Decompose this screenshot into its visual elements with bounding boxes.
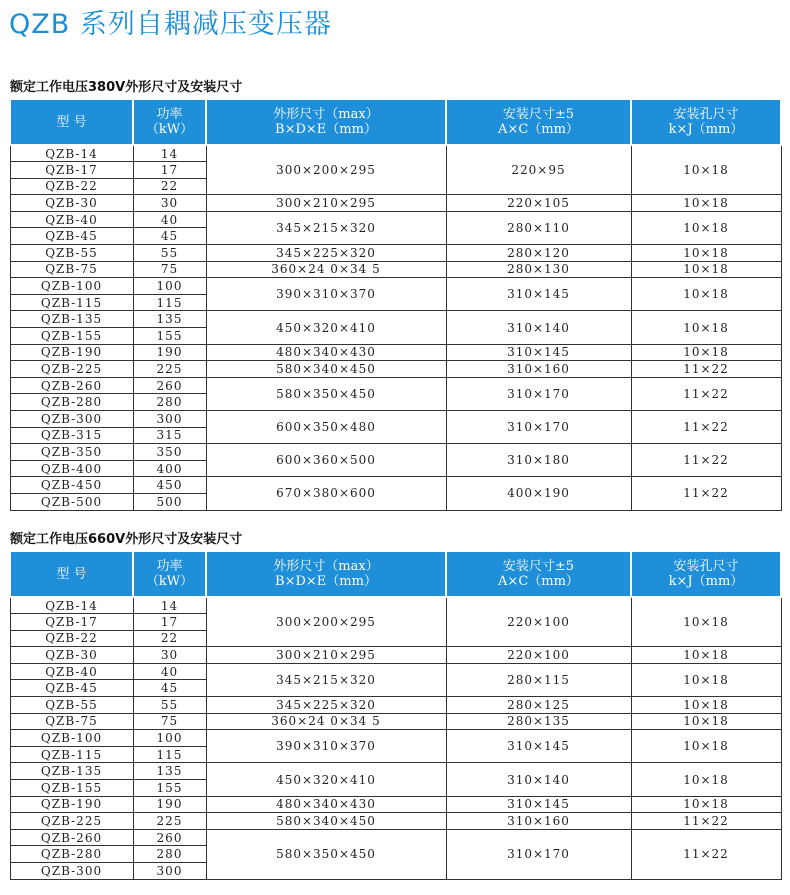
header-power bbox=[133, 551, 206, 597]
model-cell: QZB-190 bbox=[10, 344, 133, 361]
hole-cell: 10×18 bbox=[631, 763, 781, 796]
header-dimensions bbox=[206, 99, 446, 145]
hole-cell: 10×18 bbox=[631, 245, 781, 262]
dimensions-cell: 670×380×600 bbox=[206, 477, 446, 510]
model-cell: QZB-135 bbox=[10, 763, 133, 780]
header-model bbox=[10, 551, 133, 597]
dimensions-cell: 580×350×450 bbox=[206, 829, 446, 879]
dimensions-cell: 480×340×430 bbox=[206, 796, 446, 813]
hole-cell: 10×18 bbox=[631, 145, 781, 195]
header-hole bbox=[631, 551, 781, 597]
mounting-cell: 310×170 bbox=[446, 829, 631, 879]
power-cell: 260 bbox=[133, 377, 206, 394]
power-cell: 225 bbox=[133, 361, 206, 378]
table-row bbox=[10, 261, 781, 278]
hole-cell: 11×22 bbox=[631, 361, 781, 378]
model-cell: QZB-400 bbox=[10, 460, 133, 477]
power-cell: 22 bbox=[133, 178, 206, 195]
dimensions-cell: 360×24 0×34 5 bbox=[206, 261, 446, 278]
model-cell: QZB-17 bbox=[10, 162, 133, 179]
model-cell: QZB-135 bbox=[10, 311, 133, 328]
power-cell: 30 bbox=[133, 195, 206, 212]
header-hole-unit: k×J（mm） bbox=[668, 122, 744, 137]
model-cell: QZB-115 bbox=[10, 294, 133, 311]
power-cell: 14 bbox=[133, 145, 206, 162]
power-cell: 115 bbox=[133, 746, 206, 763]
table-row bbox=[10, 647, 781, 664]
power-cell: 350 bbox=[133, 444, 206, 461]
mounting-cell: 310×160 bbox=[446, 813, 631, 830]
model-cell: QZB-22 bbox=[10, 630, 133, 647]
header-power-label: 功率 bbox=[156, 107, 183, 122]
dimensions-cell: 300×210×295 bbox=[206, 647, 446, 664]
mounting-cell: 310×145 bbox=[446, 730, 631, 763]
model-cell: QZB-300 bbox=[10, 411, 133, 428]
header-power-unit: （kW） bbox=[145, 574, 194, 589]
table-660v-title: 额定工作电压660V外形尺寸及安装尺寸 bbox=[10, 532, 243, 547]
dimensions-cell: 300×210×295 bbox=[206, 195, 446, 212]
hole-cell: 10×18 bbox=[631, 278, 781, 311]
power-cell: 225 bbox=[133, 813, 206, 830]
hole-cell: 11×22 bbox=[631, 444, 781, 477]
table-row bbox=[10, 145, 781, 162]
header-dimensions-unit: B×D×E（mm） bbox=[275, 574, 377, 589]
header-power-unit: （kW） bbox=[145, 122, 194, 137]
table-380v-body bbox=[10, 145, 781, 510]
mounting-cell: 280×115 bbox=[446, 663, 631, 696]
model-cell: QZB-30 bbox=[10, 647, 133, 664]
power-cell: 190 bbox=[133, 796, 206, 813]
header-hole-label: 安装孔尺寸 bbox=[673, 559, 739, 574]
table-row bbox=[10, 245, 781, 262]
power-cell: 400 bbox=[133, 460, 206, 477]
hole-cell: 10×18 bbox=[631, 344, 781, 361]
model-cell: QZB-115 bbox=[10, 746, 133, 763]
model-cell: QZB-22 bbox=[10, 178, 133, 195]
model-cell: QZB-500 bbox=[10, 493, 133, 510]
dimensions-cell: 345×225×320 bbox=[206, 697, 446, 714]
model-cell: QZB-75 bbox=[10, 261, 133, 278]
header-mounting-unit: A×C（mm） bbox=[498, 122, 579, 137]
table-row bbox=[10, 713, 781, 730]
table-row bbox=[10, 477, 781, 494]
dimensions-cell: 580×340×450 bbox=[206, 361, 446, 378]
table-row bbox=[10, 796, 781, 813]
power-cell: 22 bbox=[133, 630, 206, 647]
header-hole-label: 安装孔尺寸 bbox=[673, 107, 739, 122]
header-mounting bbox=[446, 99, 631, 145]
power-cell: 300 bbox=[133, 411, 206, 428]
header-model-label: 型 号 bbox=[56, 566, 87, 582]
dimensions-cell: 345×215×320 bbox=[206, 211, 446, 244]
table-header-row bbox=[10, 551, 781, 597]
dimensions-cell: 600×350×480 bbox=[206, 411, 446, 444]
model-cell: QZB-40 bbox=[10, 211, 133, 228]
hole-cell: 11×22 bbox=[631, 829, 781, 879]
power-cell: 100 bbox=[133, 278, 206, 295]
table-row bbox=[10, 813, 781, 830]
mounting-cell: 310×140 bbox=[446, 763, 631, 796]
power-cell: 17 bbox=[133, 614, 206, 631]
mounting-cell: 310×145 bbox=[446, 344, 631, 361]
table-row bbox=[10, 697, 781, 714]
model-cell: QZB-100 bbox=[10, 730, 133, 747]
power-cell: 280 bbox=[133, 394, 206, 411]
header-mounting-label: 安装尺寸±5 bbox=[502, 107, 575, 122]
hole-cell: 10×18 bbox=[631, 663, 781, 696]
model-cell: QZB-280 bbox=[10, 394, 133, 411]
header-dimensions bbox=[206, 551, 446, 597]
power-cell: 75 bbox=[133, 261, 206, 278]
spec-table-380v bbox=[9, 98, 782, 511]
power-cell: 55 bbox=[133, 245, 206, 262]
power-cell: 40 bbox=[133, 663, 206, 680]
dimensions-cell: 345×225×320 bbox=[206, 245, 446, 262]
dimensions-cell: 390×310×370 bbox=[206, 278, 446, 311]
dimensions-cell: 600×360×500 bbox=[206, 444, 446, 477]
mounting-cell: 220×95 bbox=[446, 145, 631, 195]
hole-cell: 10×18 bbox=[631, 597, 781, 647]
model-cell: QZB-55 bbox=[10, 697, 133, 714]
table-row bbox=[10, 311, 781, 328]
power-cell: 55 bbox=[133, 697, 206, 714]
dimensions-cell: 580×350×450 bbox=[206, 377, 446, 410]
dimensions-cell: 360×24 0×34 5 bbox=[206, 713, 446, 730]
header-mounting-unit: A×C（mm） bbox=[498, 574, 579, 589]
dimensions-cell: 480×340×430 bbox=[206, 344, 446, 361]
hole-cell: 10×18 bbox=[631, 647, 781, 664]
power-cell: 135 bbox=[133, 763, 206, 780]
model-cell: QZB-40 bbox=[10, 663, 133, 680]
hole-cell: 10×18 bbox=[631, 697, 781, 714]
header-model-label: 型 号 bbox=[56, 114, 87, 130]
power-cell: 315 bbox=[133, 427, 206, 444]
hole-cell: 11×22 bbox=[631, 411, 781, 444]
dimensions-cell: 390×310×370 bbox=[206, 730, 446, 763]
table-row bbox=[10, 195, 781, 212]
spec-table-660v bbox=[9, 550, 782, 880]
mounting-cell: 310×170 bbox=[446, 411, 631, 444]
mounting-cell: 310×140 bbox=[446, 311, 631, 344]
dimensions-cell: 300×200×295 bbox=[206, 597, 446, 647]
header-model bbox=[10, 99, 133, 145]
page-title: QZB 系列自耦减压变压器 bbox=[9, 9, 332, 40]
hole-cell: 11×22 bbox=[631, 813, 781, 830]
power-cell: 155 bbox=[133, 328, 206, 345]
power-cell: 260 bbox=[133, 829, 206, 846]
dimensions-cell: 300×200×295 bbox=[206, 145, 446, 195]
table-row bbox=[10, 377, 781, 394]
model-cell: QZB-280 bbox=[10, 846, 133, 863]
header-mounting-label: 安装尺寸±5 bbox=[502, 559, 575, 574]
table-row bbox=[10, 344, 781, 361]
hole-cell: 10×18 bbox=[631, 195, 781, 212]
table-row bbox=[10, 278, 781, 295]
dimensions-cell: 345×215×320 bbox=[206, 663, 446, 696]
model-cell: QZB-350 bbox=[10, 444, 133, 461]
mounting-cell: 280×125 bbox=[446, 697, 631, 714]
model-cell: QZB-260 bbox=[10, 829, 133, 846]
table-row bbox=[10, 829, 781, 846]
model-cell: QZB-315 bbox=[10, 427, 133, 444]
power-cell: 190 bbox=[133, 344, 206, 361]
hole-cell: 11×22 bbox=[631, 377, 781, 410]
header-dimensions-unit: B×D×E（mm） bbox=[275, 122, 377, 137]
mounting-cell: 280×110 bbox=[446, 211, 631, 244]
model-cell: QZB-300 bbox=[10, 863, 133, 880]
table-row bbox=[10, 211, 781, 228]
mounting-cell: 310×160 bbox=[446, 361, 631, 378]
header-hole-unit: k×J（mm） bbox=[668, 574, 744, 589]
power-cell: 100 bbox=[133, 730, 206, 747]
model-cell: QZB-155 bbox=[10, 780, 133, 797]
hole-cell: 10×18 bbox=[631, 261, 781, 278]
mounting-cell: 280×135 bbox=[446, 713, 631, 730]
mounting-cell: 280×120 bbox=[446, 245, 631, 262]
power-cell: 75 bbox=[133, 713, 206, 730]
table-row bbox=[10, 444, 781, 461]
dimensions-cell: 450×320×410 bbox=[206, 763, 446, 796]
power-cell: 155 bbox=[133, 780, 206, 797]
mounting-cell: 310×145 bbox=[446, 278, 631, 311]
header-mounting bbox=[446, 551, 631, 597]
header-dimensions-label: 外形尺寸（max） bbox=[273, 107, 379, 122]
header-dimensions-label: 外形尺寸（max） bbox=[273, 559, 379, 574]
mounting-cell: 220×100 bbox=[446, 647, 631, 664]
power-cell: 450 bbox=[133, 477, 206, 494]
model-cell: QZB-260 bbox=[10, 377, 133, 394]
mounting-cell: 310×170 bbox=[446, 377, 631, 410]
header-power bbox=[133, 99, 206, 145]
power-cell: 300 bbox=[133, 863, 206, 880]
power-cell: 40 bbox=[133, 211, 206, 228]
model-cell: QZB-100 bbox=[10, 278, 133, 295]
model-cell: QZB-30 bbox=[10, 195, 133, 212]
hole-cell: 10×18 bbox=[631, 713, 781, 730]
hole-cell: 10×18 bbox=[631, 796, 781, 813]
table-row bbox=[10, 597, 781, 614]
hole-cell: 10×18 bbox=[631, 311, 781, 344]
model-cell: QZB-14 bbox=[10, 597, 133, 614]
table-660v-body bbox=[10, 597, 781, 879]
dimensions-cell: 450×320×410 bbox=[206, 311, 446, 344]
power-cell: 45 bbox=[133, 680, 206, 697]
model-cell: QZB-55 bbox=[10, 245, 133, 262]
mounting-cell: 220×105 bbox=[446, 195, 631, 212]
model-cell: QZB-75 bbox=[10, 713, 133, 730]
power-cell: 45 bbox=[133, 228, 206, 245]
model-cell: QZB-450 bbox=[10, 477, 133, 494]
table-380v-title: 额定工作电压380V外形尺寸及安装尺寸 bbox=[10, 80, 243, 95]
power-cell: 135 bbox=[133, 311, 206, 328]
power-cell: 115 bbox=[133, 294, 206, 311]
model-cell: QZB-155 bbox=[10, 328, 133, 345]
hole-cell: 10×18 bbox=[631, 730, 781, 763]
table-row bbox=[10, 763, 781, 780]
model-cell: QZB-225 bbox=[10, 361, 133, 378]
header-power-label: 功率 bbox=[156, 559, 183, 574]
table-row bbox=[10, 411, 781, 428]
model-cell: QZB-45 bbox=[10, 228, 133, 245]
model-cell: QZB-14 bbox=[10, 145, 133, 162]
model-cell: QZB-190 bbox=[10, 796, 133, 813]
table-row bbox=[10, 663, 781, 680]
mounting-cell: 310×180 bbox=[446, 444, 631, 477]
mounting-cell: 220×100 bbox=[446, 597, 631, 647]
mounting-cell: 280×130 bbox=[446, 261, 631, 278]
power-cell: 30 bbox=[133, 647, 206, 664]
table-header-row bbox=[10, 99, 781, 145]
table-row bbox=[10, 361, 781, 378]
power-cell: 17 bbox=[133, 162, 206, 179]
hole-cell: 11×22 bbox=[631, 477, 781, 510]
header-hole bbox=[631, 99, 781, 145]
hole-cell: 10×18 bbox=[631, 211, 781, 244]
mounting-cell: 310×145 bbox=[446, 796, 631, 813]
model-cell: QZB-17 bbox=[10, 614, 133, 631]
mounting-cell: 400×190 bbox=[446, 477, 631, 510]
power-cell: 500 bbox=[133, 493, 206, 510]
model-cell: QZB-225 bbox=[10, 813, 133, 830]
model-cell: QZB-45 bbox=[10, 680, 133, 697]
table-row bbox=[10, 730, 781, 747]
power-cell: 14 bbox=[133, 597, 206, 614]
power-cell: 280 bbox=[133, 846, 206, 863]
dimensions-cell: 580×340×450 bbox=[206, 813, 446, 830]
